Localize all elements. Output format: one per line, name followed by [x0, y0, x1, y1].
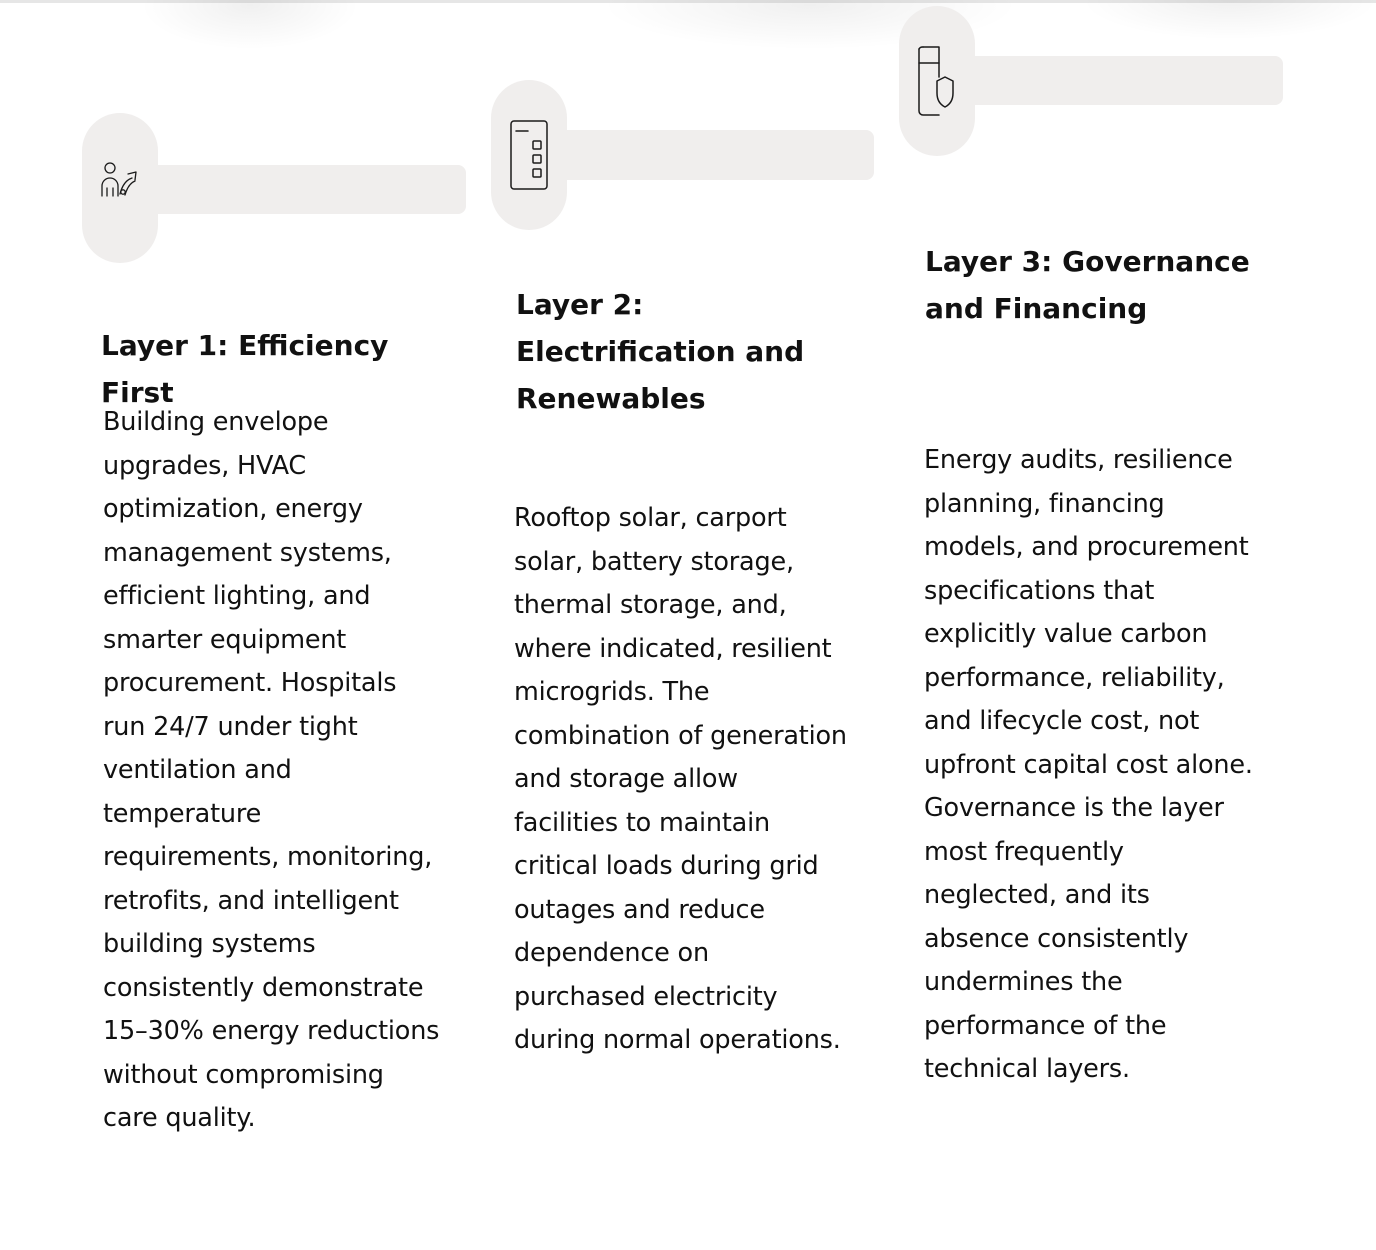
body-line: efficient lighting, and — [103, 581, 371, 611]
body-line: Rooftop solar, carport — [514, 503, 787, 533]
body-line: where indicated, resilient — [514, 633, 832, 664]
body-line: thermal storage, and, — [514, 590, 787, 620]
body-line: undermines the — [924, 967, 1123, 997]
layer-1-header-bar — [120, 165, 466, 214]
body-line: purchased electricity — [514, 981, 778, 1012]
decorative-shadow — [1080, 0, 1376, 40]
layer-3-icon-capsule — [899, 6, 975, 156]
layer-2-body — [514, 497, 874, 1063]
layer-2-header-bar — [530, 130, 874, 180]
body-line: combination of generation — [514, 720, 847, 751]
body-line: upgrades, HVAC — [103, 450, 307, 481]
body-line: requirements, monitoring, — [103, 842, 433, 872]
body-line: microgrids. The — [514, 677, 710, 707]
document-shield-icon — [915, 43, 959, 119]
body-line: and lifecycle cost, not — [924, 706, 1200, 736]
body-line: solar, battery storage, — [514, 546, 794, 577]
body-line: absence consistently — [924, 923, 1189, 954]
person-growth-icon — [98, 158, 142, 218]
layer-3-heading: Layer 3: Governance and Financing — [925, 245, 1250, 325]
body-line: consistently demonstrate — [103, 972, 424, 1003]
body-line: Building envelope — [103, 407, 329, 437]
body-line: technical layers. — [924, 1054, 1130, 1084]
body-line: smarter equipment — [103, 624, 347, 655]
layer-3-header-bar — [940, 56, 1283, 105]
layer-1-heading: Layer 1: Efficiency First — [101, 329, 389, 409]
body-line: building systems — [103, 929, 316, 959]
layer-3-body — [924, 439, 1304, 1092]
body-line: neglected, and its — [924, 880, 1150, 910]
body-line: performance of the — [924, 1010, 1167, 1041]
body-line: management systems, — [103, 537, 392, 568]
body-line: planning, financing — [924, 488, 1165, 519]
body-line: without compromising — [103, 1059, 384, 1090]
body-line: ventilation and — [103, 755, 292, 785]
body-line: run 24/7 under tight — [103, 711, 358, 742]
body-line: outages and reduce — [514, 894, 765, 925]
body-line: performance, reliability, — [924, 662, 1225, 693]
body-line: Energy audits, resilience — [924, 445, 1233, 475]
body-line: optimization, energy — [103, 494, 363, 524]
body-line: models, and procurement — [924, 532, 1249, 562]
body-line: 15–30% energy reductions — [103, 1016, 440, 1046]
layer-2-heading: Layer 2: Electrification and Renewables — [516, 288, 805, 415]
decorative-shadow — [140, 0, 360, 50]
layer-1-body — [103, 401, 463, 1141]
layer-2-icon-capsule — [491, 80, 567, 230]
body-line: during normal operations. — [514, 1025, 841, 1055]
body-line: specifications that — [924, 575, 1155, 606]
body-line: critical loads during grid — [514, 851, 819, 881]
battery-storage-icon — [508, 117, 550, 193]
body-line: upfront capital cost alone. — [924, 749, 1253, 780]
body-line: care quality. — [103, 1103, 256, 1133]
body-line: facilities to maintain — [514, 807, 770, 838]
body-line: procurement. Hospitals — [103, 668, 397, 698]
body-line: most frequently — [924, 836, 1124, 867]
body-line: explicitly value carbon — [924, 619, 1208, 649]
body-line: dependence on — [514, 938, 709, 968]
layer-1-icon-capsule — [82, 113, 158, 263]
body-line: temperature — [103, 798, 262, 829]
body-line: and storage allow — [514, 764, 738, 794]
body-line: Governance is the layer — [924, 793, 1224, 823]
body-line: retrofits, and intelligent — [103, 885, 399, 916]
